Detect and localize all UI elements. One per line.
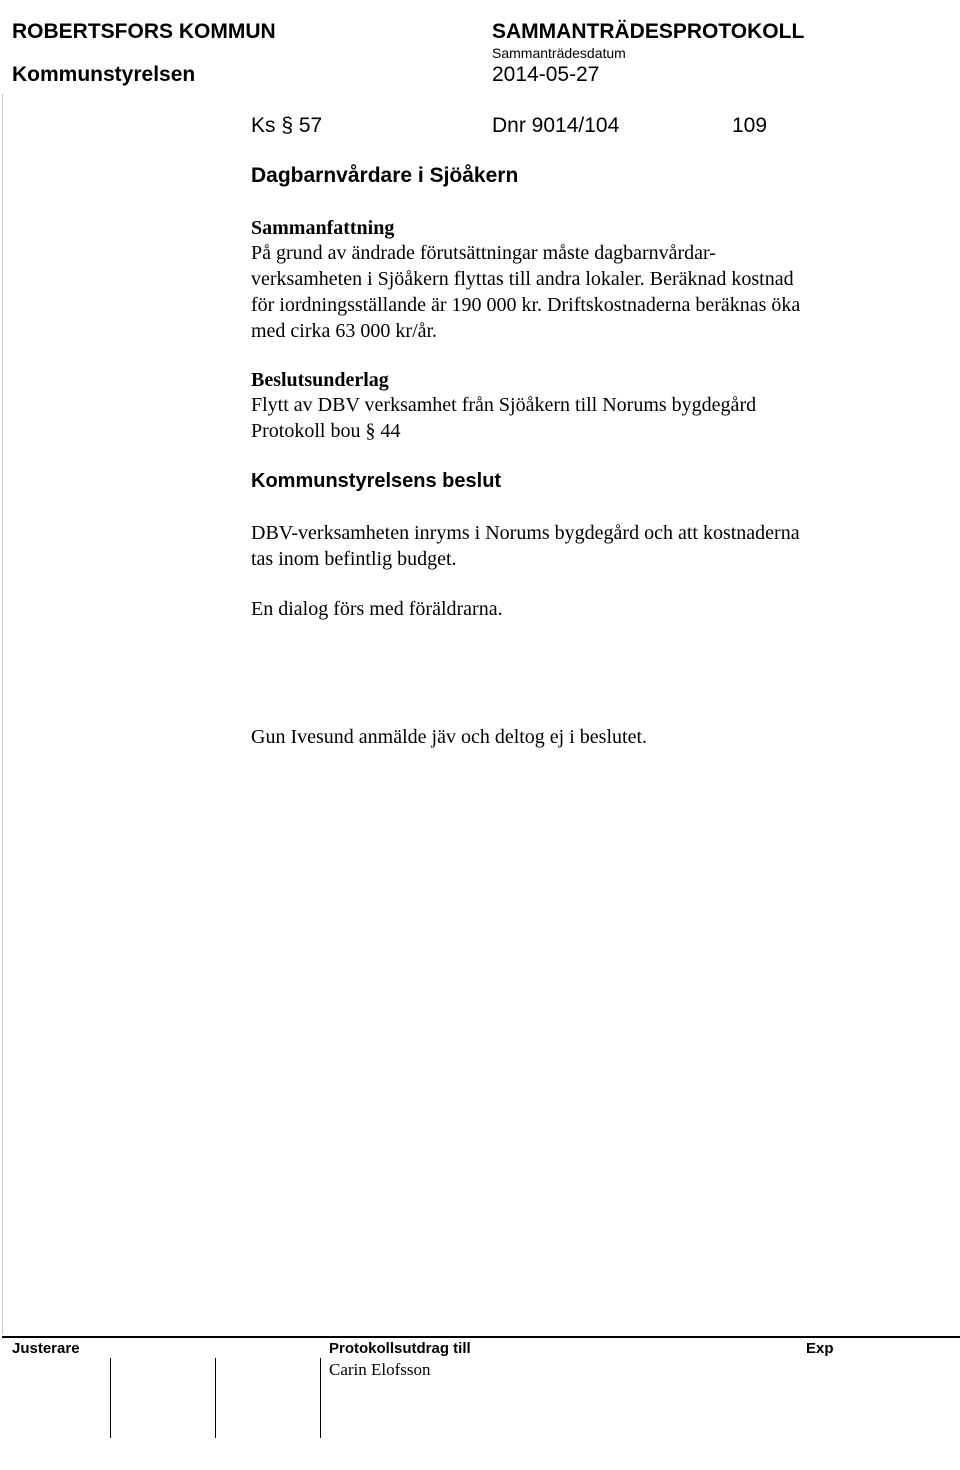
footer-rule [2,1336,960,1338]
decision-line: tas inom befintlig budget. [251,548,457,570]
committee-name: Kommunstyrelsen [12,63,196,86]
decision-text [251,520,911,572]
extract-to-label: Protokollsutdrag till [329,1340,471,1357]
basis-item: Flytt av DBV verksamhet från Sjöåkern till Norums bygdegård [251,394,757,416]
signature-box-divider [215,1358,216,1438]
paragraph-number: Ks § 57 [251,114,323,137]
meeting-date: 2014-05-27 [492,63,600,86]
document-type: SAMMANTRÄDESPROTOKOLL [492,20,805,43]
summary-line: verksamheten i Sjöåkern flyttas till andra lokaler. Beräknad kostnad [251,268,794,290]
org-name: ROBERTSFORS KOMMUN [12,20,276,43]
diary-number: Dnr 9014/104 [492,114,620,137]
summary-text [251,240,891,344]
justerare-label: Justerare [12,1340,80,1357]
signature-box-divider [110,1358,111,1438]
meeting-date-label: Sammanträdesdatum [492,45,626,61]
exp-label: Exp [806,1340,834,1357]
decision-line: DBV-verksamheten inryms i Norums bygdegård och att kostnaderna [251,522,800,544]
signature-box-divider [320,1358,321,1438]
summary-line: för iordningsställande är 190 000 kr. Driftskostnaderna beräknas öka [251,294,801,316]
summary-line: På grund av ändrade förutsättningar måste dagbarnvårdar- [251,242,716,264]
summary-line: med cirka 63 000 kr/år. [251,320,438,342]
disqualification-note: Gun Ivesund anmälde jäv och deltog ej i beslutet. [251,726,648,748]
left-margin-rule [2,94,3,1334]
basis-heading: Beslutsunderlag [251,369,389,391]
extract-recipient: Carin Elofsson [329,1360,431,1379]
summary-heading: Sammanfattning [251,217,395,239]
page-number: 109 [732,114,768,137]
decision-dialog: En dialog förs med föräldrarna. [251,598,503,620]
basis-list [251,392,891,444]
item-title: Dagbarnvårdare i Sjöåkern [251,164,519,187]
basis-item: Protokoll bou § 44 [251,420,401,442]
decision-heading: Kommunstyrelsens beslut [251,470,502,492]
